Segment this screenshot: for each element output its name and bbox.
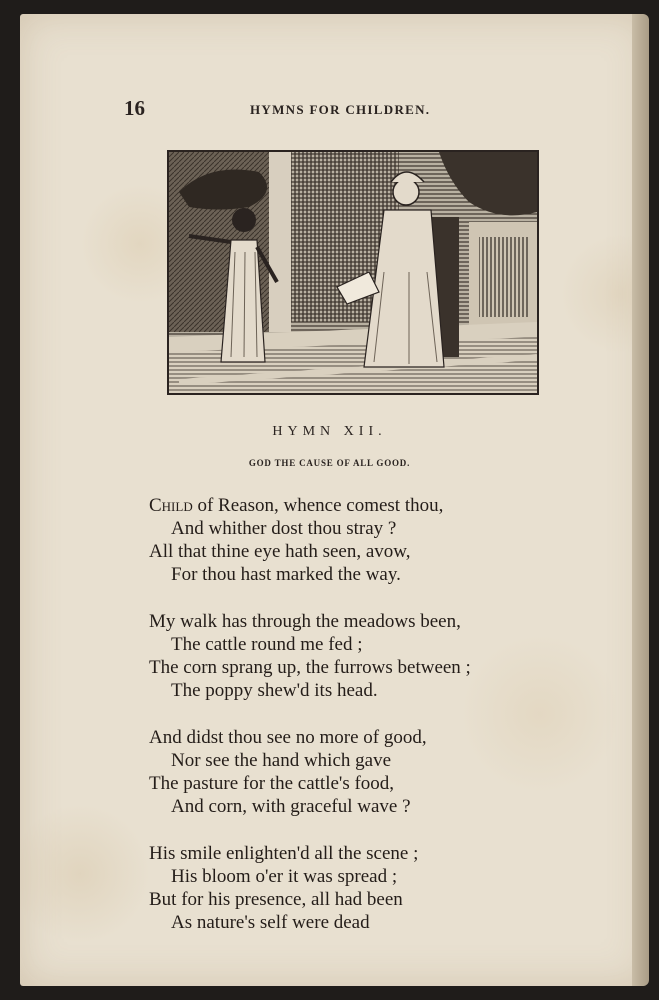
hymn-title: GOD THE CAUSE OF ALL GOOD. [248,458,411,468]
poem-line: All that thine eye hath seen, avow, [149,541,411,562]
stanza [149,610,549,702]
woodcut-illustration [167,150,539,395]
poem-line: Nor see the hand which gave [171,750,392,771]
poem-line-text: of Reason, whence comest thou, [192,495,444,516]
drop-word: Child [149,495,193,516]
poem-line: And corn, with graceful wave ? [171,796,411,817]
poem-line: For thou hast marked the way. [171,564,401,585]
poem-line: The poppy shew'd its head. [171,680,378,701]
poem-line: As nature's self were dead [171,912,370,933]
page-number: 16 [124,96,145,120]
page-header [124,96,464,120]
page-edge [632,14,649,986]
stanza [149,842,549,934]
poem-line: The cattle round me fed ; [171,634,363,655]
poem-body [149,494,549,958]
poem-line: The pasture for the cattle's food, [149,773,395,794]
running-title: HYMNS FOR CHILDREN. [250,102,431,117]
poem-line: His bloom o'er it was spread ; [171,866,398,887]
poem-line: And didst thou see no more of good, [149,727,427,748]
poem-line: But for his presence, all had been [149,889,403,910]
poem-line: His smile enlighten'd all the scene ; [149,843,419,864]
woodcut-child-and-mother-icon [169,152,537,393]
poem-line [149,494,549,517]
hymn-number: HYMN XII. [272,424,387,439]
stanza [149,494,549,586]
poem-line: My walk has through the meadows been, [149,611,461,632]
poem-line: The corn sprang up, the furrows between ; [149,657,471,678]
stanza [149,726,549,818]
poem-line: And whither dost thou stray ? [171,518,397,539]
